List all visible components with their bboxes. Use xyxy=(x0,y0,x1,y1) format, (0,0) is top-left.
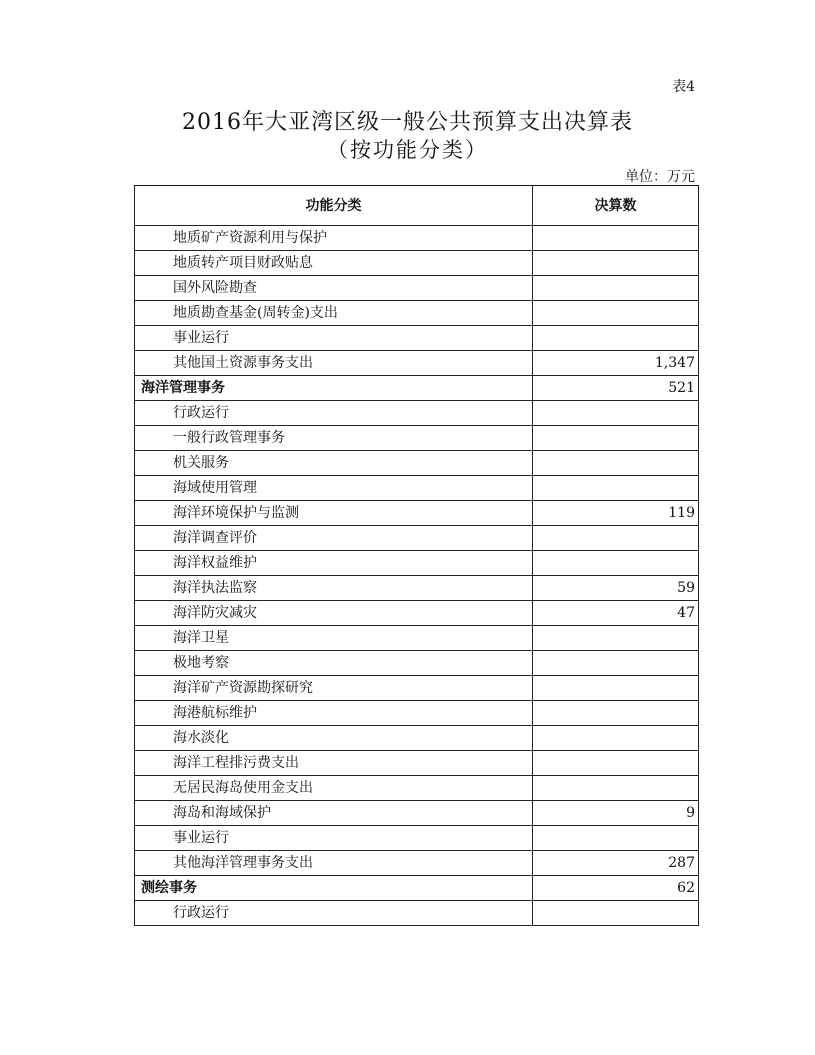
table-row xyxy=(135,776,699,801)
row-amount: 521 xyxy=(533,376,699,401)
table-row xyxy=(135,801,699,826)
row-amount xyxy=(533,701,699,726)
row-category-name: 海洋环境保护与监测 xyxy=(135,501,533,526)
row-amount: 47 xyxy=(533,601,699,626)
unit-label: 单位：万元 xyxy=(625,169,695,185)
table-row xyxy=(135,251,699,276)
row-category-name: 海洋矿产资源勘探研究 xyxy=(135,676,533,701)
row-category-name: 其他海洋管理事务支出 xyxy=(135,851,533,876)
row-amount xyxy=(533,251,699,276)
row-category-name: 海洋防灾减灾 xyxy=(135,601,533,626)
row-category-name: 事业运行 xyxy=(135,326,533,351)
table-row xyxy=(135,451,699,476)
table-row xyxy=(135,351,699,376)
row-amount xyxy=(533,726,699,751)
row-amount xyxy=(533,776,699,801)
row-category-name: 海洋管理事务 xyxy=(135,376,533,401)
row-category-name: 事业运行 xyxy=(135,826,533,851)
row-category-name: 国外风险勘查 xyxy=(135,276,533,301)
row-amount: 59 xyxy=(533,576,699,601)
row-category-name: 一般行政管理事务 xyxy=(135,426,533,451)
table-row xyxy=(135,501,699,526)
table-row xyxy=(135,826,699,851)
row-category-name: 海洋调查评价 xyxy=(135,526,533,551)
row-category-name: 海水淡化 xyxy=(135,726,533,751)
row-category-name: 海洋权益维护 xyxy=(135,551,533,576)
row-amount: 287 xyxy=(533,851,699,876)
row-amount xyxy=(533,551,699,576)
page-title: 2016年大亚湾区级一般公共预算支出决算表 xyxy=(182,110,633,135)
row-amount xyxy=(533,426,699,451)
row-amount xyxy=(533,676,699,701)
row-category-name: 海洋卫星 xyxy=(135,626,533,651)
table-row xyxy=(135,701,699,726)
table-row xyxy=(135,576,699,601)
row-category-name: 地质矿产资源利用与保护 xyxy=(135,226,533,251)
row-amount xyxy=(533,301,699,326)
row-amount xyxy=(533,451,699,476)
table-row xyxy=(135,401,699,426)
table-row xyxy=(135,626,699,651)
table-row xyxy=(135,851,699,876)
row-category-name: 机关服务 xyxy=(135,451,533,476)
row-category-name: 无居民海岛使用金支出 xyxy=(135,776,533,801)
table-row xyxy=(135,376,699,401)
table-row xyxy=(135,526,699,551)
row-category-name: 地质转产项目财政贴息 xyxy=(135,251,533,276)
row-amount xyxy=(533,326,699,351)
row-amount xyxy=(533,476,699,501)
row-amount xyxy=(533,751,699,776)
row-category-name: 海洋执法监察 xyxy=(135,576,533,601)
table-row xyxy=(135,426,699,451)
table-row xyxy=(135,751,699,776)
column-header-category: 功能分类 xyxy=(135,186,533,226)
row-category-name: 其他国土资源事务支出 xyxy=(135,351,533,376)
table-row xyxy=(135,326,699,351)
table-row xyxy=(135,676,699,701)
row-amount xyxy=(533,901,699,926)
row-amount xyxy=(533,826,699,851)
row-category-name: 行政运行 xyxy=(135,401,533,426)
row-category-name: 海港航标维护 xyxy=(135,701,533,726)
table-row xyxy=(135,551,699,576)
row-amount xyxy=(533,626,699,651)
table-row xyxy=(135,601,699,626)
budget-table xyxy=(134,185,699,926)
table-row xyxy=(135,901,699,926)
table-body xyxy=(135,226,699,926)
row-amount xyxy=(533,526,699,551)
row-amount: 9 xyxy=(533,801,699,826)
table-number: 表4 xyxy=(672,79,695,95)
table-row xyxy=(135,876,699,901)
row-amount: 119 xyxy=(533,501,699,526)
page-subtitle: （按功能分类） xyxy=(327,138,488,162)
row-amount xyxy=(533,276,699,301)
table-row xyxy=(135,476,699,501)
row-category-name: 行政运行 xyxy=(135,901,533,926)
row-amount: 62 xyxy=(533,876,699,901)
row-amount xyxy=(533,651,699,676)
row-category-name: 地质勘查基金(周转金)支出 xyxy=(135,301,533,326)
table-row xyxy=(135,301,699,326)
row-amount xyxy=(533,401,699,426)
table-row xyxy=(135,226,699,251)
row-amount: 1,347 xyxy=(533,351,699,376)
table-row xyxy=(135,276,699,301)
row-category-name: 测绘事务 xyxy=(135,876,533,901)
column-header-amount: 决算数 xyxy=(533,186,699,226)
row-category-name: 海岛和海域保护 xyxy=(135,801,533,826)
row-category-name: 极地考察 xyxy=(135,651,533,676)
table-row xyxy=(135,651,699,676)
row-category-name: 海洋工程排污费支出 xyxy=(135,751,533,776)
row-amount xyxy=(533,226,699,251)
table-header-row xyxy=(135,186,699,226)
row-category-name: 海域使用管理 xyxy=(135,476,533,501)
table-row xyxy=(135,726,699,751)
